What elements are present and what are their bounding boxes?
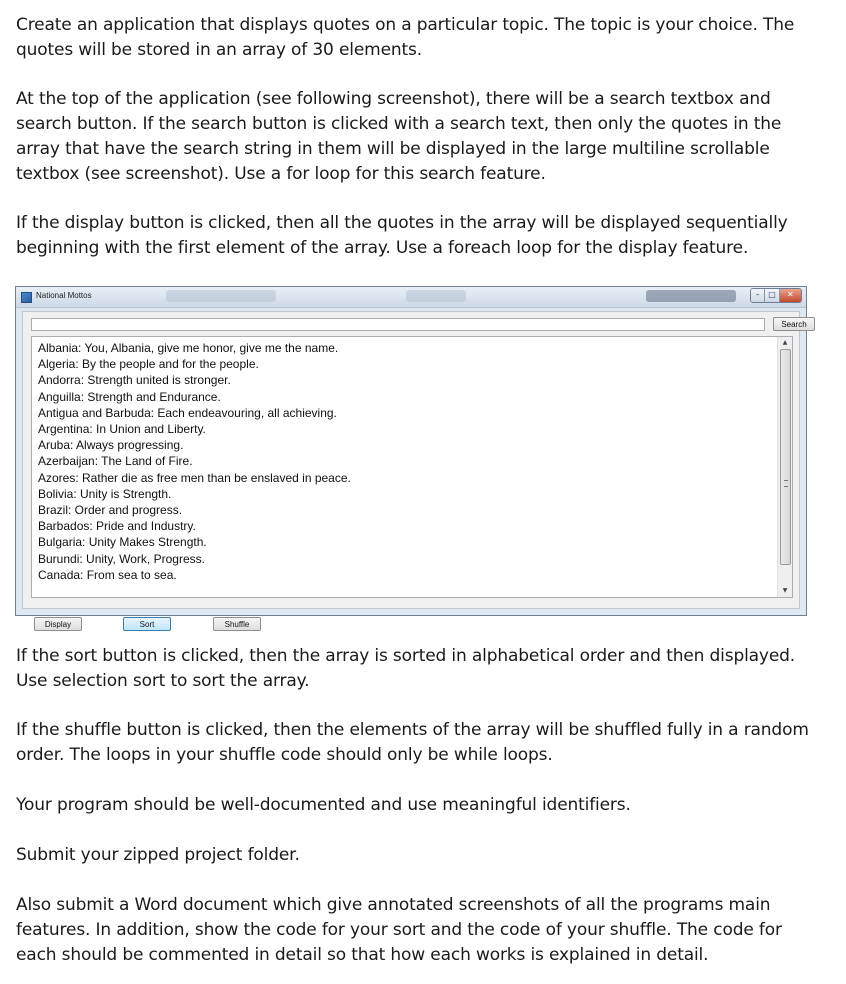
vertical-scrollbar[interactable] [777, 337, 792, 597]
word-doc-paragraph [16, 893, 816, 968]
quote-line: Burundi: Unity, Work, Progress. [38, 551, 205, 566]
text-line: array that have the search string in them will be displayed in the large multiline scrollable [16, 139, 770, 159]
quote-line: Argentina: In Union and Liberty. [38, 422, 206, 437]
background-taskbar-ghost [646, 290, 736, 302]
text-line: beginning with the first element of the array. Use a foreach loop for the display feature. [16, 238, 749, 258]
text-line: Your program should be well-documented and use meaningful identifiers. [16, 795, 631, 815]
quote-line: Canada: From sea to sea. [38, 567, 177, 582]
text-line: each should be commented in detail so that how each works is explained in detail. [16, 945, 709, 965]
background-taskbar-ghost [166, 290, 276, 302]
minimize-icon[interactable]: – [751, 289, 765, 302]
intro-paragraph [16, 13, 816, 63]
maximize-icon[interactable]: □ [765, 289, 779, 302]
quote-line: Bulgaria: Unity Makes Strength. [38, 535, 207, 550]
quote-line: Azerbaijan: The Land of Fire. [38, 454, 193, 469]
text-line: If the display button is clicked, then all the quotes in the array will be displayed sequentially [16, 213, 788, 233]
window-title: National Mottos [36, 291, 92, 300]
quote-line: Antigua and Barbuda: Each endeavouring, all achieving. [38, 405, 337, 420]
documentation-paragraph [16, 793, 816, 818]
text-line: order. The loops in your shuffle code should only be while loops. [16, 745, 553, 765]
quote-line: Andorra: Strength united is stronger. [38, 373, 231, 388]
text-line: Use selection sort to sort the array. [16, 671, 310, 691]
display-button[interactable]: Display [34, 617, 82, 631]
scroll-thumb[interactable] [780, 349, 791, 565]
window-controls [750, 288, 802, 303]
text-line: Submit your zipped project folder. [16, 845, 300, 865]
text-line: textbox (see screenshot). Use a for loop for this search feature. [16, 164, 546, 184]
app-icon [21, 292, 32, 303]
quote-line: Aruba: Always progressing. [38, 438, 184, 453]
background-taskbar-ghost [406, 290, 466, 302]
text-line: At the top of the application (see following screenshot), there will be a search textbox and [16, 89, 771, 109]
text-line: search button. If the search button is clicked with a search text, then only the quotes in the [16, 114, 782, 134]
quotes-textbox[interactable] [31, 336, 793, 598]
search-input[interactable] [31, 318, 765, 331]
close-icon[interactable]: ✕ [780, 289, 801, 302]
sort-paragraph [16, 644, 816, 694]
shuffle-paragraph [16, 718, 816, 768]
search-paragraph [16, 87, 816, 187]
text-line: quotes will be stored in an array of 30 elements. [16, 40, 422, 60]
form-client-area [22, 311, 807, 629]
quote-line: Brazil: Order and progress. [38, 503, 183, 518]
text-line: Also submit a Word document which give annotated screenshots of all the programs main [16, 895, 771, 915]
text-line: Create an application that displays quotes on a particular topic. The topic is your choice. The [16, 15, 795, 35]
text-line: features. In addition, show the code for your sort and the code of your shuffle. The code for [16, 920, 782, 940]
quote-line: Barbados: Pride and Industry. [38, 519, 196, 534]
quote-list [38, 340, 351, 583]
display-paragraph [16, 211, 816, 261]
title-bar [16, 287, 806, 308]
text-line: If the sort button is clicked, then the array is sorted in alphabetical order and then displayed. [16, 646, 796, 666]
quote-line: Anguilla: Strength and Endurance. [38, 389, 221, 404]
scroll-up-icon[interactable]: ▲ [782, 339, 788, 346]
app-window-screenshot [15, 286, 807, 629]
scroll-down-icon[interactable]: ▼ [782, 587, 788, 594]
quote-line: Algeria: By the people and for the people. [38, 357, 259, 372]
quote-line: Azores: Rather die as free men than be enslaved in peace. [38, 470, 351, 485]
quote-line: Bolivia: Unity is Strength. [38, 486, 172, 501]
sort-button[interactable]: Sort [123, 617, 171, 631]
submit-paragraph [16, 843, 816, 868]
quote-line: Albania: You, Albania, give me honor, give me the name. [38, 341, 339, 355]
text-line: If the shuffle button is clicked, then the elements of the array will be shuffled fully in a random [16, 720, 809, 740]
shuffle-button[interactable]: Shuffle [213, 617, 261, 631]
search-button[interactable]: Search [773, 317, 815, 331]
